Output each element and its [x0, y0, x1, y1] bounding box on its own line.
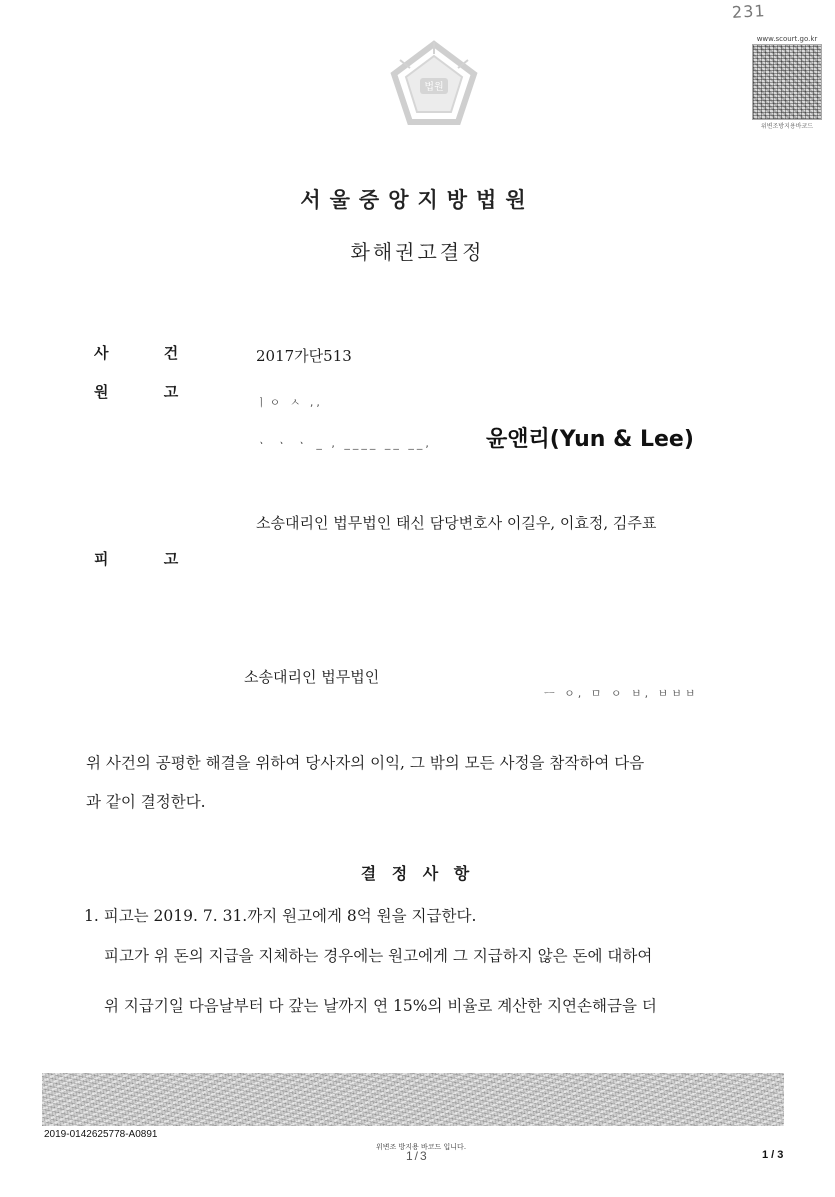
handwritten-number: 231 — [731, 1, 767, 22]
intro-line-2: 과 같이 결정한다. — [86, 793, 206, 811]
footer-page-number: 1 / 3 — [762, 1149, 784, 1161]
defendant-counsel-label: 소송대리인 법무법인 — [244, 668, 380, 686]
court-name: 서울중앙지방법원 — [300, 187, 535, 212]
decision-item-1: 1. 피고는 2019. 7. 31.까지 원고에게 8억 원을 지급한다. — [84, 907, 477, 925]
plaintiff-redacted: ㅣㅇ ㅅ ,, — [256, 396, 323, 409]
decision-item-3: 위 지급기일 다음날부터 다 갚는 날까지 연 15%의 비율로 계산한 지연손해금을 더 — [104, 997, 657, 1015]
defendant-label: 피 고 — [94, 550, 179, 568]
qr-label: 위변조방지용바코드 — [760, 123, 814, 130]
anti-forgery-barcode — [42, 1073, 784, 1126]
decision-item-2: 피고가 위 돈의 지급을 지체하는 경우에는 원고에게 그 지급하지 않은 돈에 대하여 — [104, 947, 653, 965]
plaintiff-label: 원 고 — [94, 383, 179, 401]
footer-page-mid: 1/3 — [406, 1149, 429, 1163]
plaintiff-address-redacted: ㆍ ㆍ ㆍ _ , ____ __ __, — [256, 437, 432, 450]
decision-heading: 결 정 사 항 — [360, 864, 475, 883]
plaintiff-counsel: 소송대리인 법무법인 태신 담당변호사 이길우, 이효정, 김주표 — [256, 514, 657, 532]
plaintiff-firm-name: 윤앤리(Yun & Lee) — [486, 427, 694, 452]
intro-line-1: 위 사건의 공평한 해결을 위하여 당사자의 이익, 그 밖의 모든 사정을 참작하여 다음 — [86, 754, 645, 772]
svg-text:법원: 법원 — [424, 82, 444, 93]
case-number: 2017가단513 — [256, 347, 352, 365]
qr-code-icon — [752, 44, 822, 120]
footer-barcode-note: 위변조 방지용 바코드 입니다. — [376, 1143, 467, 1151]
defendant-counsel-redacted: ㅡ ㅇ, ㅁ ㅇ ㅂ, ㅂㅂㅂ — [544, 687, 699, 700]
document-title: 화해권고결정 — [350, 240, 485, 264]
footer-document-id: 2019-0142625778-A0891 — [44, 1129, 158, 1140]
case-label: 사 건 — [94, 344, 179, 362]
qr-url: www.scourt.go.kr — [756, 35, 818, 43]
court-seal-icon — [390, 40, 478, 128]
